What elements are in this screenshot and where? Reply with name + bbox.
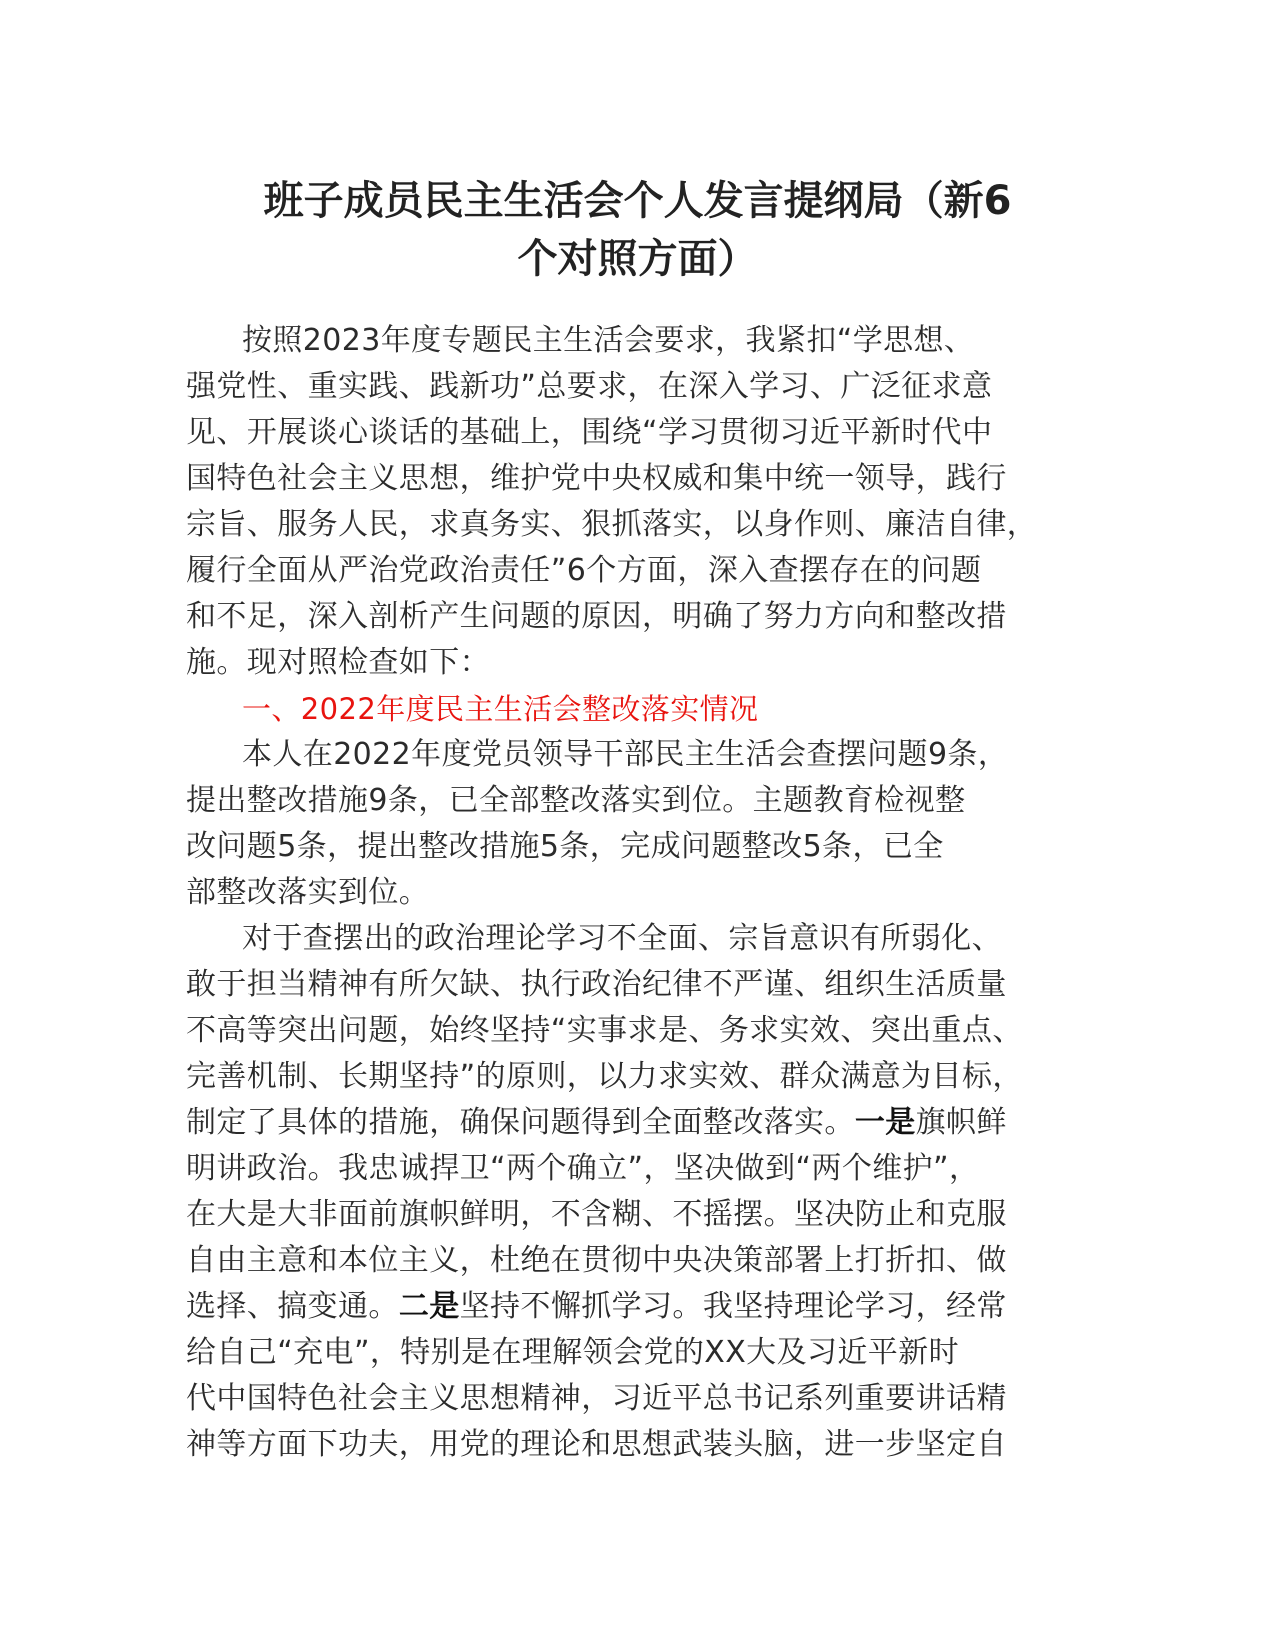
text-line: 本人在2022年度党员领导干部民主生活会查摆问题9条， <box>242 737 1009 772</box>
text-line: 对于查摆出的政治理论学习不全面、宗旨意识有所弱化、 <box>242 921 1002 956</box>
text-line: 国特色社会主义思想，维护党中央权威和集中统一领导，践行 <box>186 461 1007 496</box>
paragraph-rectification-details <box>186 916 1106 1468</box>
title-line-1: 班子成员民主生活会个人发言提纲局（新6 <box>263 178 1012 224</box>
document-body <box>186 318 1106 1468</box>
text-line: 明讲政治。我忠诚捍卫“两个确立”，坚决做到“两个维护”， <box>186 1151 980 1186</box>
text-line: 代中国特色社会主义思想精神，习近平总书记系列重要讲话精 <box>186 1381 1007 1416</box>
text-line-with-emphasis <box>186 1284 1106 1330</box>
text-line: 按照2023年度专题民主生活会要求，我紧扣“学思想、 <box>242 323 975 358</box>
text-line: 部整改落实到位。 <box>186 875 430 910</box>
text-segment: 旗帜鲜 <box>915 1105 1007 1140</box>
text-segment: 选择、搞变通。 <box>186 1289 399 1324</box>
text-line: 神等方面下功夫，用党的理论和思想武装头脑，进一步坚定自 <box>186 1427 1007 1462</box>
paragraph-intro <box>186 318 1106 686</box>
text-line: 提出整改措施9条，已全部整改落实到位。主题教育检视整 <box>186 783 966 818</box>
text-segment: 制定了具体的措施，确保问题得到全面整改落实。 <box>186 1105 855 1140</box>
text-line: 在大是大非面前旗帜鲜明，不含糊、不摇摆。坚决防止和克服 <box>186 1197 1007 1232</box>
text-line: 见、开展谈心谈话的基础上，围绕“学习贯彻习近平新时代中 <box>186 415 993 450</box>
text-line: 不高等突出问题，始终坚持“实事求是、务求实效、突出重点、 <box>186 1013 1023 1048</box>
text-line: 强党性、重实践、践新功”总要求，在深入学习、广泛征求意 <box>186 369 993 404</box>
paragraph-rectification-summary <box>186 732 1106 916</box>
text-line: 给自己“充电”，特别是在理解领会党的XX大及习近平新时 <box>186 1335 959 1370</box>
text-line: 履行全面从严治党政治责任”6个方面，深入查摆存在的问题 <box>186 553 982 588</box>
text-line: 改问题5条，提出整改措施5条，完成问题整改5条，已全 <box>186 829 944 864</box>
text-line-with-emphasis <box>186 1100 1106 1146</box>
emphasis-second: 二是 <box>398 1289 460 1324</box>
title-line-2: 个对照方面） <box>517 236 758 282</box>
text-line: 自由主意和本位主义，杜绝在贯彻中央决策部署上打折扣、做 <box>186 1243 1007 1278</box>
document-title <box>180 172 1095 288</box>
section-heading: 一、2022年度民主生活会整改落实情况 <box>242 692 759 726</box>
text-line: 敢于担当精神有所欠缺、执行政治纪律不严谨、组织生活质量 <box>186 967 1007 1002</box>
emphasis-first: 一是 <box>854 1105 916 1140</box>
text-line: 和不足，深入剖析产生问题的原因，明确了努力方向和整改措 <box>186 599 1007 634</box>
text-line: 宗旨、服务人民，求真务实、狠抓落实，以身作则、廉洁自律， <box>186 507 1038 542</box>
text-segment: 坚持不懈抓学习。我坚持理论学习，经常 <box>459 1289 1007 1324</box>
text-line: 完善机制、长期坚持”的原则，以力求实效、群众满意为目标， <box>186 1059 1023 1094</box>
text-line: 施。现对照检查如下： <box>186 645 490 680</box>
